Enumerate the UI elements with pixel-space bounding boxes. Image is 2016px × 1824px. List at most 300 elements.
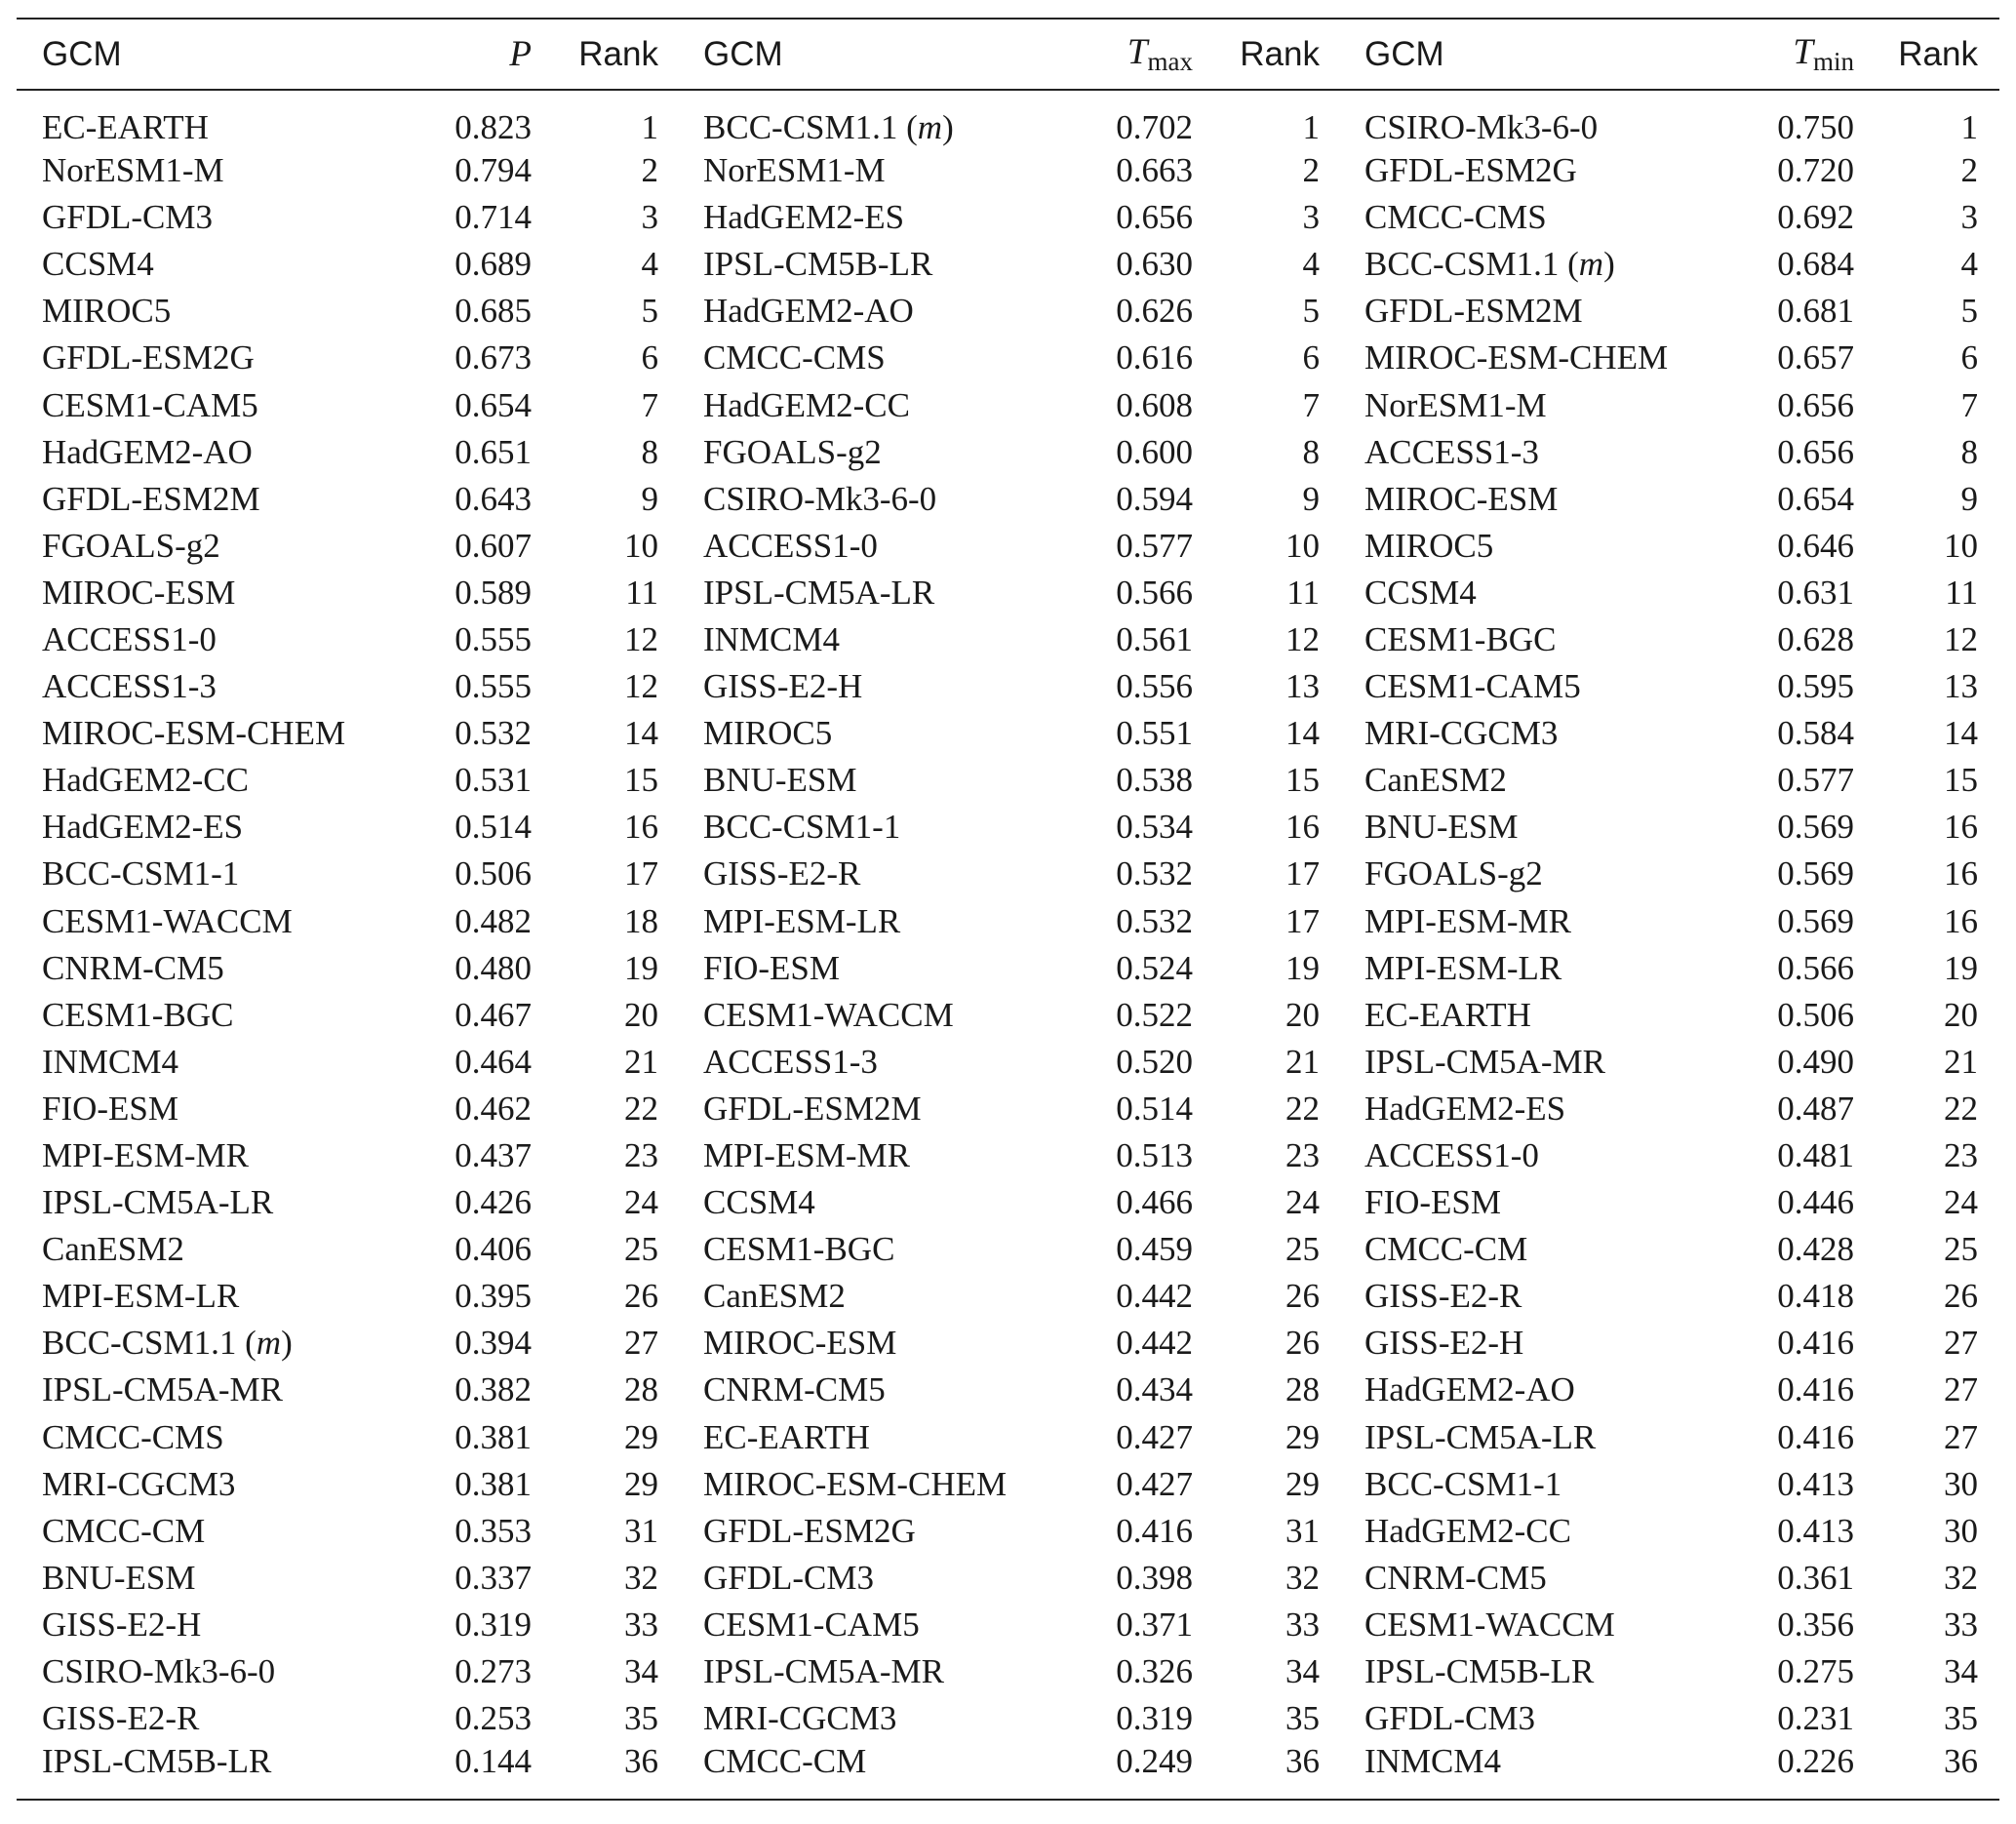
gcm-name-tmin: CMCC-CMS	[1364, 198, 1547, 237]
rank-p: 21	[624, 1042, 658, 1081]
header-gcm-tmax: GCM	[678, 19, 1048, 90]
rank-tmin: 16	[1944, 808, 1978, 847]
rank-tmax: 1	[1302, 108, 1320, 146]
rank-tmax: 22	[1285, 1089, 1320, 1128]
gcm-name-tmin: CMCC-CM	[1364, 1230, 1528, 1269]
p-value: 0.555	[455, 667, 532, 706]
rank-p: 29	[624, 1464, 658, 1503]
gcm-name-p: MRI-CGCM3	[42, 1464, 236, 1503]
gcm-name-tmax: GFDL-ESM2M	[703, 1089, 922, 1128]
rank-p: 29	[624, 1417, 658, 1456]
gcm-name-tmax: CanESM2	[703, 1277, 846, 1316]
p-value: 0.273	[455, 1652, 532, 1691]
p-value: 0.406	[455, 1230, 532, 1269]
gcm-name-tmax: FIO-ESM	[703, 948, 841, 987]
header-tmin-sub: min	[1812, 47, 1854, 76]
gcm-name-tmax: GFDL-CM3	[703, 1558, 875, 1597]
gcm-name-tmin: NorESM1-M	[1364, 385, 1547, 424]
gcm-name-tmin: CESM1-WACCM	[1364, 1605, 1615, 1644]
gcm-name-tmin: HadGEM2-ES	[1364, 1089, 1566, 1128]
gcm-name-p: GFDL-ESM2G	[42, 338, 255, 377]
gcm-name-tmax: IPSL-CM5A-MR	[703, 1652, 944, 1691]
table-row	[17, 90, 1999, 147]
gcm-name-tmin: FGOALS-g2	[1364, 854, 1543, 893]
gcm-name-tmax: FGOALS-g2	[703, 432, 882, 471]
gcm-name-p: IPSL-CM5B-LR	[17, 1742, 387, 1800]
table-row	[17, 616, 1999, 663]
gcm-name-tmax: CSIRO-Mk3-6-0	[703, 479, 937, 518]
table-row	[17, 523, 1999, 570]
header-rank-tmin: Rank	[1854, 19, 1999, 90]
rank-p: 2	[641, 151, 658, 190]
tmax-value: 0.416	[1116, 1511, 1193, 1550]
rank-tmin: 34	[1944, 1652, 1978, 1691]
rank-p: 3	[641, 198, 658, 237]
header-tmax	[1048, 19, 1193, 90]
gcm-name-p: EC-EARTH	[42, 108, 209, 146]
gcm-name-p: GFDL-ESM2M	[42, 479, 260, 518]
gcm-name-p: CMCC-CM	[42, 1511, 206, 1550]
tmin-value: 0.481	[1777, 1136, 1854, 1175]
rank-tmin: 33	[1944, 1605, 1978, 1644]
rank-tmin: 16	[1944, 901, 1978, 940]
table-row	[17, 1461, 1999, 1508]
tmin-value: 0.416	[1777, 1370, 1854, 1409]
gcm-name-tmax: INMCM4	[703, 619, 841, 658]
gcm-name-tmin: GFDL-ESM2M	[1364, 292, 1583, 331]
gcm-name-tmin: MIROC-ESM	[1364, 479, 1559, 518]
p-value: 0.794	[455, 151, 532, 190]
rank-p: 1	[641, 108, 658, 146]
p-value: 0.381	[455, 1417, 532, 1456]
p-value: 0.467	[455, 995, 532, 1034]
table-header	[17, 19, 1999, 90]
rank-tmin: 12	[1944, 619, 1978, 658]
rank-p: 32	[624, 1558, 658, 1597]
rank-p: 33	[624, 1605, 658, 1644]
tmax-value: 0.534	[1116, 808, 1193, 847]
tmax-value: 0.442	[1116, 1277, 1193, 1316]
rank-tmax: 26	[1285, 1324, 1320, 1363]
tmin-value: 0.656	[1777, 385, 1854, 424]
gcm-name-tmax: HadGEM2-CC	[703, 385, 910, 424]
tmax-value: 0.427	[1116, 1464, 1193, 1503]
table-row	[17, 1226, 1999, 1273]
table-row	[17, 710, 1999, 757]
tmax-value: 0.577	[1116, 526, 1193, 565]
rank-p: 25	[624, 1230, 658, 1269]
gcm-name-tmax: BCC-CSM1.1 (m)	[703, 108, 954, 146]
rank-tmax: 3	[1302, 198, 1320, 237]
table-row	[17, 381, 1999, 428]
gcm-name-tmax: CCSM4	[703, 1183, 815, 1222]
p-value: 0.394	[455, 1324, 532, 1363]
header-tmax-sub: max	[1147, 47, 1193, 76]
table-row	[17, 1367, 1999, 1413]
rank-tmax: 33	[1285, 1605, 1320, 1644]
gcm-name-p: GISS-E2-H	[42, 1605, 202, 1644]
p-value: 0.437	[455, 1136, 532, 1175]
p-value: 0.589	[455, 573, 532, 612]
tmin-value: 0.569	[1777, 808, 1854, 847]
rank-tmax: 35	[1285, 1699, 1320, 1738]
gcm-name-p: MIROC-ESM	[42, 573, 236, 612]
tmin-value: 0.356	[1777, 1605, 1854, 1644]
tmin-value: 0.566	[1777, 948, 1854, 987]
tmin-value: 0.490	[1777, 1042, 1854, 1081]
gcm-name-tmax: CESM1-WACCM	[703, 995, 954, 1034]
rank-p: 8	[641, 432, 658, 471]
rank-tmax: 20	[1285, 995, 1320, 1034]
header-tmin-base: T	[1793, 32, 1813, 72]
table-row	[17, 1132, 1999, 1179]
gcm-name-p: FGOALS-g2	[42, 526, 220, 565]
table-row	[17, 851, 1999, 897]
p-value: 0.555	[455, 619, 532, 658]
gcm-name-p: BCC-CSM1.1 (m)	[42, 1324, 293, 1363]
rank-tmax: 23	[1285, 1136, 1320, 1175]
rank-tmax: 12	[1285, 619, 1320, 658]
p-value: 0.253	[455, 1699, 532, 1738]
tmax-value: 0.398	[1116, 1558, 1193, 1597]
p-value: 0.607	[455, 526, 532, 565]
header-tmin	[1710, 19, 1854, 90]
rank-p: 36	[532, 1742, 678, 1800]
rank-tmax: 31	[1285, 1511, 1320, 1550]
gcm-name-p: HadGEM2-AO	[42, 432, 253, 471]
table-row	[17, 804, 1999, 851]
table-row	[17, 1039, 1999, 1086]
table-row	[17, 1695, 1999, 1742]
rank-tmax: 32	[1285, 1558, 1320, 1597]
tmin-value: 0.646	[1777, 526, 1854, 565]
table-row	[17, 992, 1999, 1039]
rank-tmax: 9	[1302, 479, 1320, 518]
rank-tmax: 19	[1285, 948, 1320, 987]
gcm-name-tmax: ACCESS1-3	[703, 1042, 878, 1081]
rank-tmin: 27	[1944, 1324, 1978, 1363]
rank-tmin: 27	[1944, 1370, 1978, 1409]
p-value: 0.714	[455, 198, 532, 237]
rank-tmin: 13	[1944, 667, 1978, 706]
p-value: 0.689	[455, 245, 532, 284]
gcm-name-tmin: CanESM2	[1364, 761, 1507, 800]
ranking-table-container	[17, 18, 1999, 1801]
tmin-value: 0.569	[1777, 854, 1854, 893]
gcm-name-tmin: HadGEM2-CC	[1364, 1511, 1571, 1550]
gcm-name-tmin: MIROC-ESM-CHEM	[1364, 338, 1669, 377]
rank-p: 34	[624, 1652, 658, 1691]
p-value: 0.651	[455, 432, 532, 471]
gcm-name-p: BNU-ESM	[42, 1558, 196, 1597]
gcm-name-tmax: HadGEM2-ES	[703, 198, 905, 237]
rank-tmin: 10	[1944, 526, 1978, 565]
p-value: 0.381	[455, 1464, 532, 1503]
tmax-value: 0.442	[1116, 1324, 1193, 1363]
gcm-name-p: BCC-CSM1-1	[42, 854, 240, 893]
gcm-name-tmin: EC-EARTH	[1364, 995, 1531, 1034]
gcm-name-tmin: IPSL-CM5A-LR	[1364, 1417, 1597, 1456]
gcm-name-p: CanESM2	[42, 1230, 184, 1269]
gcm-name-p: INMCM4	[42, 1042, 179, 1081]
gcm-name-tmin: CNRM-CM5	[1364, 1558, 1547, 1597]
gcm-name-tmax: CMCC-CMS	[703, 338, 886, 377]
gcm-name-tmin: IPSL-CM5B-LR	[1364, 1652, 1595, 1691]
gcm-name-tmin: BCC-CSM1.1 (m)	[1364, 245, 1615, 284]
p-value: 0.337	[455, 1558, 532, 1597]
tmax-value: 0.249	[1048, 1742, 1193, 1800]
gcm-name-tmax: CESM1-BGC	[703, 1230, 895, 1269]
rank-tmax: 16	[1285, 808, 1320, 847]
tmin-value: 0.487	[1777, 1089, 1854, 1128]
rank-tmin: 16	[1944, 854, 1978, 893]
rank-p: 26	[624, 1277, 658, 1316]
gcm-name-tmin: BNU-ESM	[1364, 808, 1519, 847]
tmax-value: 0.459	[1116, 1230, 1193, 1269]
p-value: 0.426	[455, 1183, 532, 1222]
rank-tmin: 24	[1944, 1183, 1978, 1222]
gcm-name-tmin: GFDL-CM3	[1364, 1699, 1536, 1738]
rank-p: 12	[624, 667, 658, 706]
header-rank-p: Rank	[532, 19, 678, 90]
rank-p: 22	[624, 1089, 658, 1128]
rank-tmin: 32	[1944, 1558, 1978, 1597]
gcm-name-tmax: BNU-ESM	[703, 761, 857, 800]
tmin-value: 0.577	[1777, 761, 1854, 800]
p-value: 0.395	[455, 1277, 532, 1316]
rank-tmin: 30	[1944, 1511, 1978, 1550]
tmax-value: 0.600	[1116, 432, 1193, 471]
rank-tmin: 7	[1960, 385, 1978, 424]
rank-tmin: 20	[1944, 995, 1978, 1034]
tmin-value: 0.275	[1777, 1652, 1854, 1691]
tmin-value: 0.506	[1777, 995, 1854, 1034]
gcm-name-p: MPI-ESM-LR	[42, 1277, 240, 1316]
rank-tmax: 4	[1302, 245, 1320, 284]
rank-tmin: 1	[1960, 108, 1978, 146]
table-row	[17, 1179, 1999, 1226]
p-value: 0.532	[455, 714, 532, 753]
table-row	[17, 241, 1999, 288]
rank-p: 19	[624, 948, 658, 987]
tmin-value: 0.656	[1777, 432, 1854, 471]
tmin-value: 0.413	[1777, 1511, 1854, 1550]
header-row	[17, 19, 1999, 90]
rank-p: 12	[624, 619, 658, 658]
rank-tmax: 10	[1285, 526, 1320, 565]
table-row	[17, 1602, 1999, 1648]
table-row	[17, 1508, 1999, 1555]
gcm-name-tmax: CMCC-CM	[678, 1742, 1048, 1800]
table-row	[17, 1555, 1999, 1602]
gcm-name-tmin: CESM1-CAM5	[1364, 667, 1581, 706]
tmin-value: 0.416	[1777, 1324, 1854, 1363]
tmax-value: 0.538	[1116, 761, 1193, 800]
rank-p: 23	[624, 1136, 658, 1175]
rank-tmax: 28	[1285, 1370, 1320, 1409]
p-value: 0.643	[455, 479, 532, 518]
rank-tmax: 14	[1285, 714, 1320, 753]
gcm-name-p: CESM1-BGC	[42, 995, 234, 1034]
rank-p: 17	[624, 854, 658, 893]
tmax-value: 0.608	[1116, 385, 1193, 424]
rank-tmin: 21	[1944, 1042, 1978, 1081]
tmax-value: 0.626	[1116, 292, 1193, 331]
rank-tmax: 26	[1285, 1277, 1320, 1316]
p-value: 0.144	[387, 1742, 532, 1800]
rank-tmin: 26	[1944, 1277, 1978, 1316]
tmax-value: 0.702	[1116, 108, 1193, 146]
table-row	[17, 757, 1999, 804]
gcm-name-tmin: HadGEM2-AO	[1364, 1370, 1575, 1409]
p-value: 0.531	[455, 761, 532, 800]
rank-tmin: 35	[1944, 1699, 1978, 1738]
tmax-value: 0.326	[1116, 1652, 1193, 1691]
tmin-value: 0.654	[1777, 479, 1854, 518]
table-row	[17, 1414, 1999, 1461]
gcm-name-tmax: BCC-CSM1-1	[703, 808, 901, 847]
p-value: 0.480	[455, 948, 532, 987]
rank-p: 7	[641, 385, 658, 424]
rank-p: 4	[641, 245, 658, 284]
tmin-value: 0.226	[1710, 1742, 1854, 1800]
rank-tmin: 8	[1960, 432, 1978, 471]
rank-tmax: 34	[1285, 1652, 1320, 1691]
gcm-name-tmin: MRI-CGCM3	[1364, 714, 1559, 753]
gcm-name-p: IPSL-CM5A-MR	[42, 1370, 283, 1409]
gcm-name-tmin: IPSL-CM5A-MR	[1364, 1042, 1605, 1081]
gcm-name-tmax: EC-EARTH	[703, 1417, 870, 1456]
tmin-value: 0.595	[1777, 667, 1854, 706]
tmax-value: 0.513	[1116, 1136, 1193, 1175]
rank-tmin: 36	[1854, 1742, 1999, 1800]
tmax-value: 0.532	[1116, 854, 1193, 893]
rank-p: 14	[624, 714, 658, 753]
p-value: 0.506	[455, 854, 532, 893]
rank-tmax: 17	[1285, 901, 1320, 940]
gcm-name-tmax: IPSL-CM5B-LR	[703, 245, 933, 284]
tmin-value: 0.413	[1777, 1464, 1854, 1503]
rank-tmax: 5	[1302, 292, 1320, 331]
rank-tmax: 11	[1286, 573, 1320, 612]
rank-tmax: 24	[1285, 1183, 1320, 1222]
rank-p: 24	[624, 1183, 658, 1222]
gcm-name-p: IPSL-CM5A-LR	[42, 1183, 274, 1222]
gcm-name-tmax: ACCESS1-0	[703, 526, 878, 565]
gcm-name-tmax: MIROC-ESM-CHEM	[703, 1464, 1008, 1503]
rank-tmax: 36	[1193, 1742, 1339, 1800]
rank-tmin: 25	[1944, 1230, 1978, 1269]
gcm-name-p: MIROC-ESM-CHEM	[42, 714, 346, 753]
header-rank-tmax: Rank	[1193, 19, 1339, 90]
rank-tmax: 15	[1285, 761, 1320, 800]
gcm-name-tmin: MPI-ESM-MR	[1364, 901, 1571, 940]
gcm-name-p: CESM1-CAM5	[42, 385, 258, 424]
rank-tmax: 17	[1285, 854, 1320, 893]
gcm-name-tmax: CNRM-CM5	[703, 1370, 886, 1409]
gcm-name-tmax: GFDL-ESM2G	[703, 1511, 916, 1550]
tmax-value: 0.466	[1116, 1183, 1193, 1222]
tmax-value: 0.551	[1116, 714, 1193, 753]
gcm-name-p: ACCESS1-3	[42, 667, 217, 706]
gcm-name-tmin: MPI-ESM-LR	[1364, 948, 1562, 987]
rank-p: 27	[624, 1324, 658, 1363]
gcm-name-tmax: MPI-ESM-MR	[703, 1136, 910, 1175]
rank-p: 10	[624, 526, 658, 565]
p-value: 0.319	[455, 1605, 532, 1644]
gcm-name-p: HadGEM2-CC	[42, 761, 249, 800]
header-gcm-p: GCM	[17, 19, 387, 90]
tmin-value: 0.750	[1777, 108, 1854, 146]
gcm-name-p: MIROC5	[42, 292, 172, 331]
rank-tmin: 15	[1944, 761, 1978, 800]
gcm-name-tmin: GISS-E2-H	[1364, 1324, 1524, 1363]
gcm-ranking-table	[17, 18, 1999, 1801]
gcm-name-tmin: CESM1-BGC	[1364, 619, 1557, 658]
tmax-value: 0.532	[1116, 901, 1193, 940]
gcm-name-tmax: NorESM1-M	[703, 151, 886, 190]
table-body	[17, 90, 1999, 1800]
gcm-name-tmin: CSIRO-Mk3-6-0	[1364, 108, 1599, 146]
rank-tmin: 6	[1960, 338, 1978, 377]
header-gcm-tmin: GCM	[1339, 19, 1710, 90]
tmax-value: 0.556	[1116, 667, 1193, 706]
tmax-value: 0.427	[1116, 1417, 1193, 1456]
table-row	[17, 147, 1999, 194]
rank-p: 18	[624, 901, 658, 940]
gcm-name-tmin: ACCESS1-3	[1364, 432, 1539, 471]
rank-p: 6	[641, 338, 658, 377]
rank-p: 31	[624, 1511, 658, 1550]
gcm-name-p: CCSM4	[42, 245, 154, 284]
tmax-value: 0.520	[1116, 1042, 1193, 1081]
rank-p: 35	[624, 1699, 658, 1738]
tmax-value: 0.561	[1116, 619, 1193, 658]
table-row	[17, 476, 1999, 523]
tmin-value: 0.416	[1777, 1417, 1854, 1456]
table-row	[17, 1320, 1999, 1367]
tmin-value: 0.692	[1777, 198, 1854, 237]
gcm-name-p: GFDL-CM3	[42, 198, 214, 237]
table-row	[17, 288, 1999, 335]
p-value: 0.823	[455, 108, 532, 146]
gcm-name-p: FIO-ESM	[42, 1089, 179, 1128]
gcm-name-tmax: MRI-CGCM3	[703, 1699, 897, 1738]
tmin-value: 0.631	[1777, 573, 1854, 612]
tmax-value: 0.522	[1116, 995, 1193, 1034]
rank-tmax: 21	[1285, 1042, 1320, 1081]
gcm-name-tmin: MIROC5	[1364, 526, 1494, 565]
p-value: 0.654	[455, 385, 532, 424]
rank-tmin: 19	[1944, 948, 1978, 987]
gcm-name-tmax: GISS-E2-R	[703, 854, 861, 893]
tmin-value: 0.657	[1777, 338, 1854, 377]
rank-tmin: 27	[1944, 1417, 1978, 1456]
p-value: 0.514	[455, 808, 532, 847]
gcm-name-tmin: ACCESS1-0	[1364, 1136, 1539, 1175]
rank-p: 28	[624, 1370, 658, 1409]
gcm-name-p: GISS-E2-R	[42, 1699, 200, 1738]
rank-tmax: 29	[1285, 1417, 1320, 1456]
table-row	[17, 429, 1999, 476]
gcm-name-p: NorESM1-M	[42, 151, 224, 190]
tmax-value: 0.663	[1116, 151, 1193, 190]
tmax-value: 0.594	[1116, 479, 1193, 518]
tmin-value: 0.361	[1777, 1558, 1854, 1597]
tmin-value: 0.231	[1777, 1699, 1854, 1738]
tmax-value: 0.630	[1116, 245, 1193, 284]
header-tmax-base: T	[1127, 32, 1148, 72]
